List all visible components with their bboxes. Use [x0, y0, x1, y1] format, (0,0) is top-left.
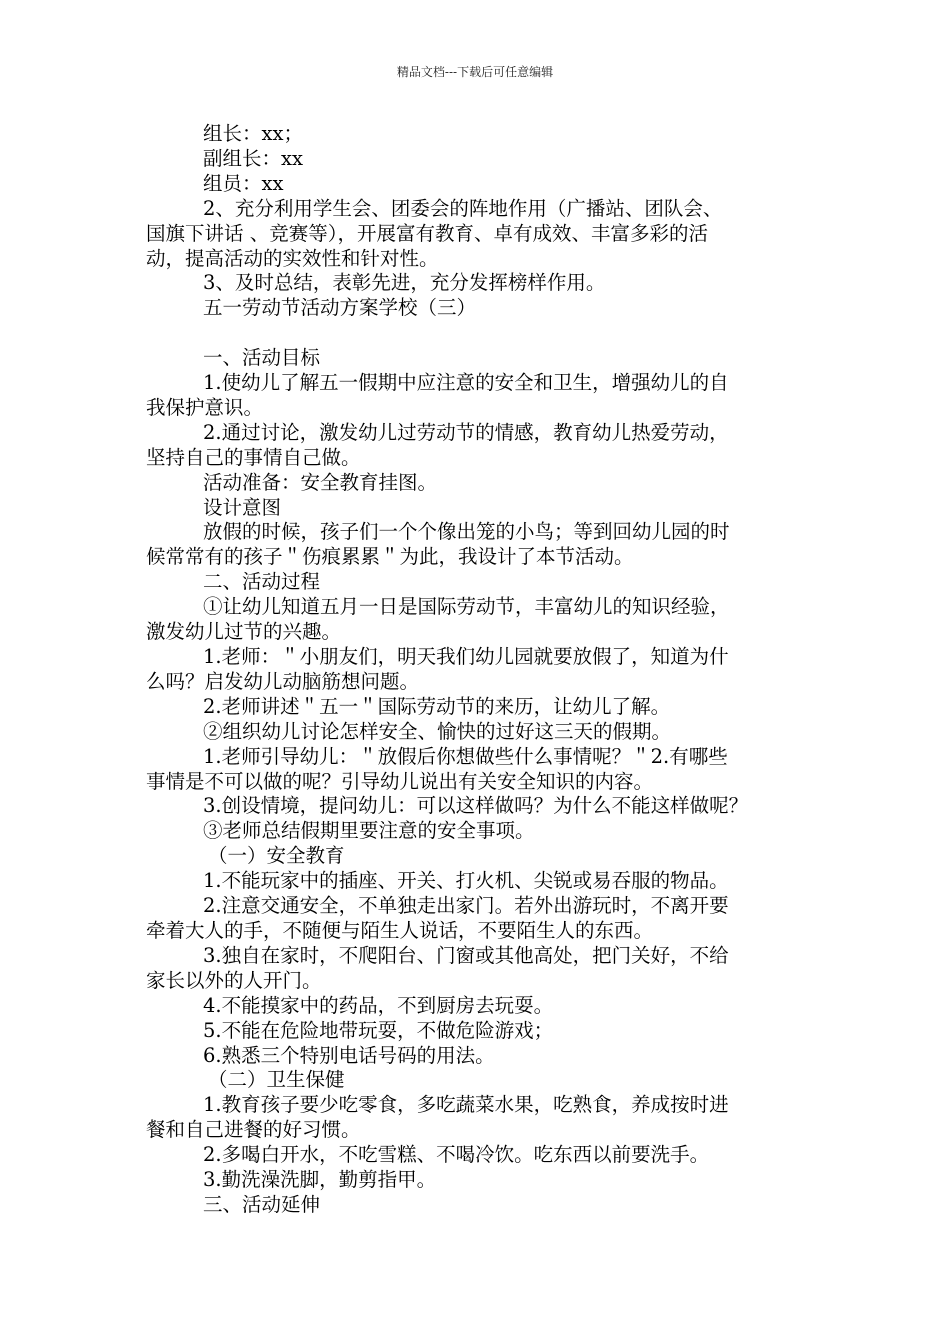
paragraph-first-line: ①让幼儿知道五月一日是国际劳动节，丰富幼儿的知识经验，: [203, 595, 730, 619]
paragraph-first-line: 1.使幼儿了解五一假期中应注意的安全和卫生，增强幼儿的自: [203, 371, 729, 395]
text-line: 4.不能摸家中的药品，不到厨房去玩耍。: [203, 993, 554, 1017]
paragraph-first-line: 2.通过讨论，激发幼儿过劳动节的情感，教育幼儿热爱劳动，: [203, 420, 729, 444]
text-line: 副组长：xx: [203, 146, 303, 170]
text-line: 家长以外的人开门。: [146, 968, 322, 992]
text-line: 牵着大人的手，不随便与陌生人说话，不要陌生人的东西。: [146, 918, 654, 942]
paragraph-first-line: 2.注意交通安全，不单独走出家门。若外出游玩时，不离开要: [203, 894, 729, 918]
text-line: 2.老师讲述＂五一＂国际劳动节的来历，让幼儿了解。: [203, 694, 671, 718]
paragraph-first-line: 2、充分利用学生会、团委会的阵地作用（广播站、团队会、: [203, 196, 723, 220]
paragraph-first-line: 3.独自在家时，不爬阳台、门窗或其他高处，把门关好，不给: [203, 943, 729, 967]
paragraph-first-line: 1.老师：＂小朋友们，明天我们幼儿园就要放假了，知道为什: [203, 645, 729, 669]
section-heading: 一、活动目标: [203, 346, 321, 370]
text-line: 2.多喝白开水，不吃雪糕、不喝冷饮。吃东西以前要洗手。: [203, 1143, 710, 1167]
text-line: 事情是不可以做的呢？引导幼儿说出有关安全知识的内容。: [146, 769, 654, 793]
text-line: 3.勤洗澡洗脚，勤剪指甲。: [203, 1168, 437, 1192]
section-title: 五一劳动节活动方案学校（三）: [203, 296, 477, 320]
section-heading: 设计意图: [203, 495, 282, 519]
text-line: 么吗？启发幼儿动脑筋想问题。: [146, 669, 420, 693]
subsection-heading: （二）卫生保健: [208, 1068, 345, 1092]
section-heading: 三、活动延伸: [203, 1192, 321, 1216]
text-line: 动，提高活动的实效性和针对性。: [146, 246, 439, 270]
text-line: 激发幼儿过节的兴趣。: [146, 620, 342, 644]
text-line: ③老师总结假期里要注意的安全事项。: [203, 819, 535, 843]
text-line: ②组织幼儿讨论怎样安全、愉快的过好这三天的假期。: [203, 719, 672, 743]
text-line: 餐和自己进餐的好习惯。: [146, 1118, 361, 1142]
paragraph-first-line: 放假的时候，孩子们一个个像出笼的小鸟；等到回幼儿园的时: [203, 520, 730, 544]
text-line: 活动准备：安全教育挂图。: [203, 470, 438, 494]
text-line: 国旗下讲话 、竞赛等），开展富有教育、卓有成效、丰富多彩的活: [146, 221, 708, 245]
text-line: 3.创设情境，提问幼儿：可以这样做吗？为什么不能这样做呢？: [203, 794, 749, 818]
section-heading: 二、活动过程: [203, 570, 321, 594]
text-line: 候常常有的孩子＂伤痕累累＂为此，我设计了本节活动。: [146, 545, 634, 569]
text-line: 5.不能在危险地带玩耍，不做危险游戏；: [203, 1018, 554, 1042]
page-header: 精品文档---下载后可任意编辑: [396, 65, 554, 79]
paragraph-first-line: 3、及时总结，表彰先进，充分发挥榜样作用。: [203, 271, 606, 295]
text-line: 我保护意识。: [146, 395, 264, 419]
document-body: [146, 122, 814, 1218]
text-line: 6.熟悉三个特别电话号码的用法。: [203, 1043, 495, 1067]
text-line: 坚持自己的事情自己做。: [146, 445, 361, 469]
paragraph-first-line: 1.教育孩子要少吃零食，多吃蔬菜水果，吃熟食，养成按时进: [203, 1093, 729, 1117]
text-line: 组员：xx: [203, 171, 284, 195]
subsection-heading: （一）安全教育: [208, 844, 345, 868]
text-line: 1.不能玩家中的插座、开关、打火机、尖锐或易吞服的物品。: [203, 869, 729, 893]
blank-line: [146, 321, 814, 346]
paragraph-first-line: 1.老师引导幼儿：＂放假后你想做些什么事情呢？＂2.有哪些: [203, 744, 728, 768]
text-line: 组长：xx；: [203, 122, 303, 145]
